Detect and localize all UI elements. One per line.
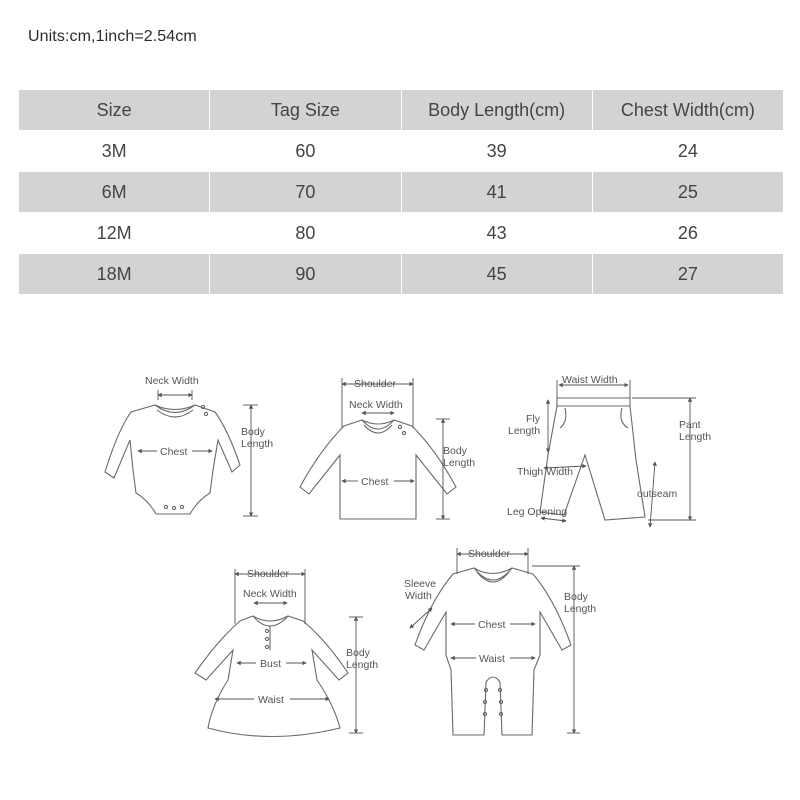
romper-length-label: Length <box>564 603 597 615</box>
pants-pocket <box>560 408 628 428</box>
cell-chest-width: 27 <box>592 254 783 295</box>
shirt-button <box>398 425 401 428</box>
dress-length-label: Length <box>346 659 379 671</box>
cell-size: 18M <box>19 254 210 295</box>
cell-chest-width: 25 <box>592 172 783 213</box>
cell-body-length: 41 <box>401 172 592 213</box>
header-size: Size <box>19 90 210 131</box>
shirt-button <box>402 431 405 434</box>
romper-sleeve-width-arrow <box>410 608 432 628</box>
dress-button <box>265 645 268 648</box>
pants-fly-label: Fly <box>526 413 540 425</box>
shirt-diagram <box>300 378 475 519</box>
dress-shoulder-label: Shoulder <box>247 568 290 580</box>
shirt-length-label: Length <box>443 457 476 469</box>
cell-size: 12M <box>19 213 210 254</box>
romper-diagram <box>404 548 596 735</box>
header-chest-width: Chest Width(cm) <box>592 90 783 131</box>
dress-outline <box>195 616 348 737</box>
bodysuit-diagram <box>105 375 273 516</box>
romper-chest-label: Chest <box>478 619 506 631</box>
pants-waistband <box>557 398 630 406</box>
cell-chest-width: 24 <box>592 131 783 172</box>
pants-leg-opening-label: Leg Opening <box>507 506 568 518</box>
dress-body-label: Body <box>346 647 370 659</box>
header-tag-size: Tag Size <box>210 90 401 131</box>
dress-button <box>265 629 268 632</box>
bodysuit-button <box>201 405 204 408</box>
bodysuit-body-label: Body <box>241 426 265 438</box>
romper-shoulder-label: Shoulder <box>468 548 511 560</box>
header-body-length: Body Length(cm) <box>401 90 592 131</box>
pants-fly-length-label: Length <box>508 425 541 437</box>
shirt-shoulder-label: Shoulder <box>354 378 397 390</box>
romper-sleeve-label: Sleeve <box>404 578 437 590</box>
bodysuit-outline <box>105 405 240 514</box>
bodysuit-snap <box>180 505 183 508</box>
cell-body-length: 43 <box>401 213 592 254</box>
bodysuit-snap <box>164 505 167 508</box>
cell-size: 6M <box>19 172 210 213</box>
shirt-neck-width-label: Neck Width <box>349 399 403 411</box>
pants-pant-length-label: Length <box>679 431 712 443</box>
cell-tag-size: 90 <box>210 254 401 295</box>
cell-chest-width: 26 <box>592 213 783 254</box>
romper-waist-label: Waist <box>479 653 505 665</box>
cell-body-length: 39 <box>401 131 592 172</box>
shirt-body-label: Body <box>443 445 467 457</box>
cell-tag-size: 70 <box>210 172 401 213</box>
romper-sleeve-width-label: Width <box>405 590 432 602</box>
bodysuit-neck-width-label: Neck Width <box>145 375 199 387</box>
dress-diagram <box>195 568 378 737</box>
pants-pant-label: Pant <box>679 419 701 431</box>
romper-outline <box>415 568 571 735</box>
romper-collar <box>474 568 512 582</box>
romper-body-label: Body <box>564 591 588 603</box>
shirt-chest-label: Chest <box>361 476 389 488</box>
pants-leg-opening-arrow <box>541 518 566 521</box>
pants-outseam-label: outseam <box>637 488 678 500</box>
cell-size: 3M <box>19 131 210 172</box>
pants-diagram <box>507 374 711 527</box>
units-note: Units:cm,1inch=2.54cm <box>28 28 197 45</box>
bodysuit-length-label: Length <box>241 438 274 450</box>
dress-neck-width-label: Neck Width <box>243 588 297 600</box>
dress-waist-label: Waist <box>258 694 284 706</box>
dress-bust-label: Bust <box>260 658 282 670</box>
pants-outline <box>540 406 645 520</box>
pants-waist-width-label: Waist Width <box>562 374 618 386</box>
cell-tag-size: 60 <box>210 131 401 172</box>
dress-button <box>265 637 268 640</box>
shirt-outline <box>300 420 456 519</box>
cell-body-length: 45 <box>401 254 592 295</box>
bodysuit-snap <box>172 506 175 509</box>
bodysuit-chest-label: Chest <box>160 446 188 458</box>
pants-thigh-width-label: Thigh Width <box>517 466 574 478</box>
bodysuit-button <box>204 412 207 415</box>
cell-tag-size: 80 <box>210 213 401 254</box>
